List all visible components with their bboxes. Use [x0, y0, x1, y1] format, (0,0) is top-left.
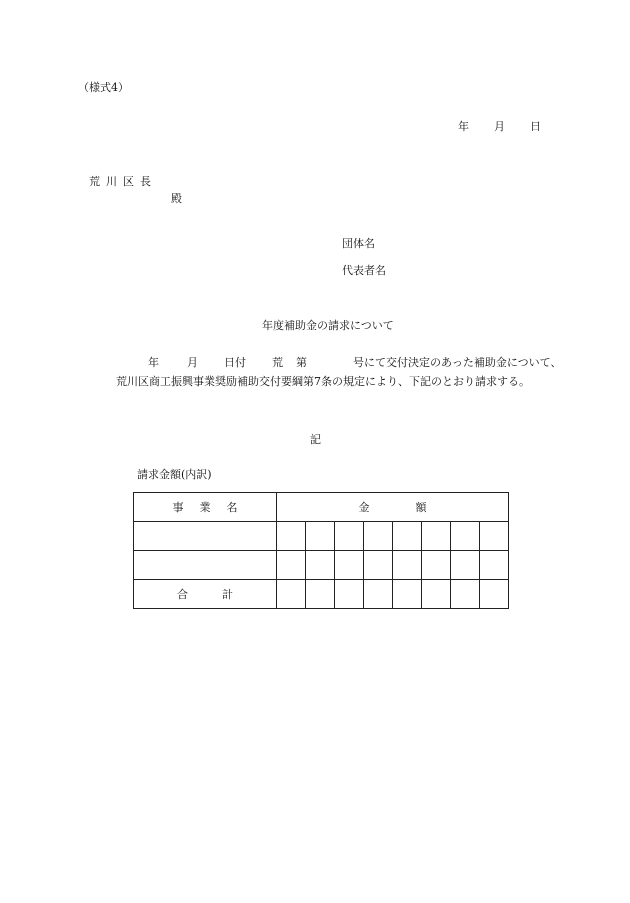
- representative-name-label: 代表者名: [342, 264, 386, 277]
- total-digit-cell[interactable]: [364, 580, 393, 609]
- amount-digit-cell[interactable]: [306, 522, 335, 551]
- total-digit-cell[interactable]: [451, 580, 480, 609]
- addressee-name: 荒川区長: [89, 175, 157, 188]
- amount-digit-cell[interactable]: [364, 551, 393, 580]
- body-decision-text: 号にて交付決定のあった補助金について、: [353, 356, 562, 369]
- total-digit-cell[interactable]: [306, 580, 335, 609]
- amount-digit-cell[interactable]: [277, 551, 306, 580]
- date-day-label: 日: [530, 120, 541, 133]
- amount-digit-cell[interactable]: [480, 551, 509, 580]
- header-project-name: 事業名: [134, 493, 277, 522]
- table-total-row: [134, 580, 509, 609]
- table-header-row: [134, 493, 509, 522]
- breakdown-label: 請求金額(内訳): [137, 468, 212, 481]
- body-ara: 荒: [272, 356, 283, 369]
- project-name-cell[interactable]: [134, 522, 277, 551]
- total-digit-cell[interactable]: [277, 580, 306, 609]
- amount-digit-cell[interactable]: [393, 551, 422, 580]
- amount-digit-cell[interactable]: [335, 551, 364, 580]
- amount-digit-cell[interactable]: [335, 522, 364, 551]
- addressee-honorific: 殿: [171, 192, 182, 205]
- document-title: 年度補助金の請求について: [262, 319, 394, 332]
- table-row: [134, 551, 509, 580]
- body-line-2: 荒川区商工振興事業奨励補助交付要綱第7条の規定により、下記のとおり請求する。: [116, 375, 530, 388]
- amount-digit-cell[interactable]: [480, 522, 509, 551]
- ki-heading: 記: [310, 433, 321, 446]
- table-row: [134, 522, 509, 551]
- form-number: （様式4）: [78, 81, 129, 94]
- amount-digit-cell[interactable]: [422, 522, 451, 551]
- amount-digit-cell[interactable]: [451, 522, 480, 551]
- total-label: 合計: [134, 580, 277, 609]
- amount-digit-cell[interactable]: [364, 522, 393, 551]
- amount-digit-cell[interactable]: [277, 522, 306, 551]
- body-month: 月: [187, 356, 198, 369]
- amount-digit-cell[interactable]: [422, 551, 451, 580]
- amount-digit-cell[interactable]: [306, 551, 335, 580]
- total-digit-cell[interactable]: [422, 580, 451, 609]
- date-year-label: 年: [458, 120, 469, 133]
- amount-table: [133, 492, 509, 609]
- body-dai: 第: [296, 356, 307, 369]
- total-digit-cell[interactable]: [335, 580, 364, 609]
- amount-digit-cell[interactable]: [451, 551, 480, 580]
- project-name-cell[interactable]: [134, 551, 277, 580]
- body-line-1: [148, 357, 561, 368]
- total-digit-cell[interactable]: [393, 580, 422, 609]
- organization-name-label: 団体名: [342, 237, 375, 250]
- header-amount: 金額: [277, 493, 509, 522]
- date-month-label: 月: [494, 120, 505, 133]
- total-digit-cell[interactable]: [480, 580, 509, 609]
- body-year: 年: [148, 356, 159, 369]
- amount-digit-cell[interactable]: [393, 522, 422, 551]
- body-day-dated: 日付: [224, 356, 246, 369]
